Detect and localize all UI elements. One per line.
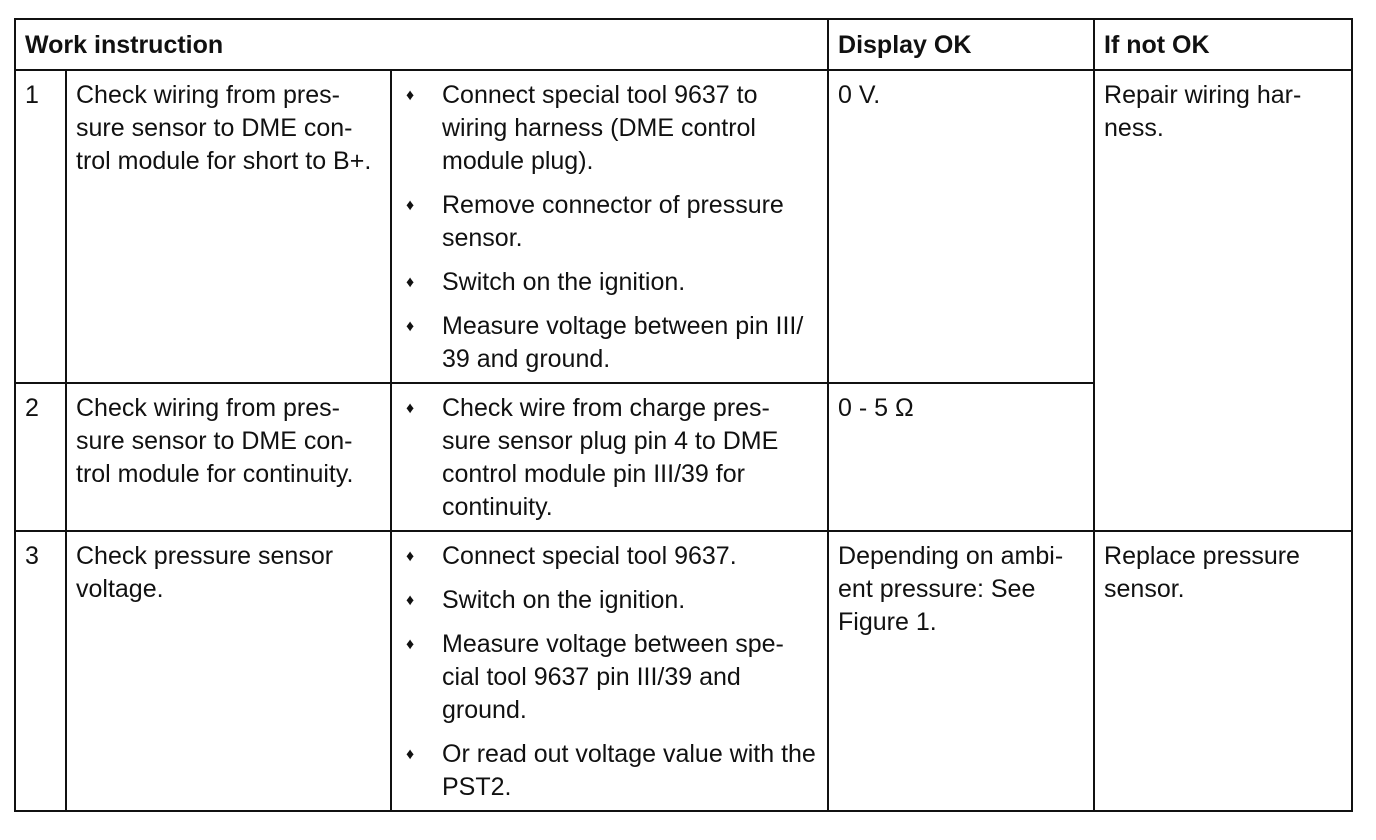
procedure-steps: [391, 70, 828, 383]
table-row: [15, 70, 1352, 383]
diamond-bullet-icon: ♦: [406, 400, 415, 417]
list-item: [401, 738, 818, 804]
row-number: 2: [15, 383, 66, 531]
table-row: [15, 531, 1352, 811]
step-text: Remove connector of pressure sensor.: [442, 191, 784, 252]
diamond-bullet-icon: ♦: [406, 318, 415, 335]
work-instruction-document: [14, 18, 1353, 812]
header-if-not-ok: If not OK: [1094, 19, 1352, 70]
display-ok-value: Depending on ambi-ent pressure: See Figure 1.: [828, 531, 1094, 811]
display-ok-value: 0 - 5 Ω: [828, 383, 1094, 531]
step-text: Check wire from charge pres-sure sensor plug pin 4 to DME control module pin III/39 for continuity.: [442, 394, 779, 521]
step-text: Measure voltage between pin III/ 39 and ground.: [442, 312, 804, 373]
list-item: [401, 628, 818, 727]
diamond-bullet-icon: ♦: [406, 274, 415, 291]
if-not-ok-action: Replace pressure sensor.: [1094, 531, 1352, 811]
diamond-bullet-icon: ♦: [406, 746, 415, 763]
diamond-bullet-icon: ♦: [406, 197, 415, 214]
diamond-bullet-icon: ♦: [406, 548, 415, 565]
diamond-bullet-icon: ♦: [406, 87, 415, 104]
diamond-bullet-icon: ♦: [406, 592, 415, 609]
step-text: Switch on the ignition.: [442, 268, 686, 296]
row-number: 3: [15, 531, 66, 811]
diamond-bullet-icon: ♦: [406, 636, 415, 653]
step-text: Measure voltage between spe-cial tool 9637 pin III/39 and ground.: [442, 630, 784, 724]
procedure-steps: [391, 383, 828, 531]
list-item: [401, 189, 818, 255]
list-item: [401, 310, 818, 376]
check-description: Check wiring from pres-sure sensor to DME con-trol module for short to B+.: [66, 70, 391, 383]
header-work-instruction: Work instruction: [15, 19, 828, 70]
display-ok-value: 0 V.: [828, 70, 1094, 383]
work-instruction-table: [14, 18, 1353, 812]
step-text: Connect special tool 9637 to wiring harness (DME control module plug).: [442, 81, 758, 175]
header-row: [15, 19, 1352, 70]
row-number: 1: [15, 70, 66, 383]
if-not-ok-action: Repair wiring har-ness.: [1094, 70, 1352, 531]
list-item: [401, 79, 818, 178]
check-description: Check wiring from pres-sure sensor to DME con-trol module for continuity.: [66, 383, 391, 531]
step-text: Connect special tool 9637.: [442, 542, 737, 570]
list-item: [401, 392, 818, 524]
list-item: [401, 584, 818, 617]
step-text: Switch on the ignition.: [442, 586, 686, 614]
list-item: [401, 540, 818, 573]
check-description: Check pressure sensor voltage.: [66, 531, 391, 811]
header-display-ok: Display OK: [828, 19, 1094, 70]
list-item: [401, 266, 818, 299]
step-text: Or read out voltage value with the PST2.: [442, 740, 816, 801]
procedure-steps: [391, 531, 828, 811]
